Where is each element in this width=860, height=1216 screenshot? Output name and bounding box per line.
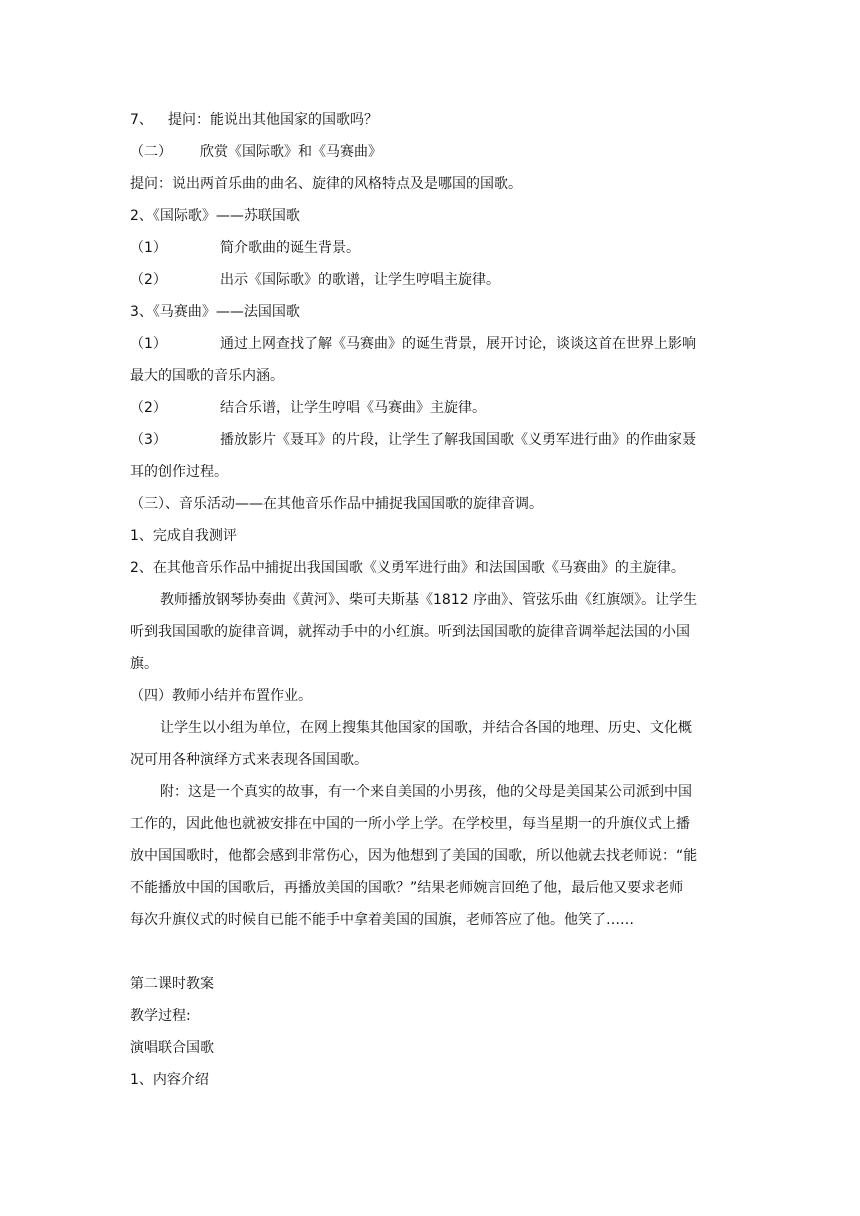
item-text: 通过上网查找了解《马赛曲》的诞生背景，展开讨论，谈谈这首在世界上影响	[220, 336, 696, 352]
list-item-continuation: 耳的创作过程。	[130, 464, 228, 480]
paragraph-line: 况可用各种演绎方式来表现各国国歌。	[130, 752, 368, 768]
item-text: 提问：能说出其他国家的国歌吗？	[168, 112, 378, 128]
item-number: （2）	[130, 272, 167, 288]
content-intro: 1、内容介绍	[130, 1072, 209, 1088]
section-3-heading: （三）、音乐活动——在其他音乐作品中捕捉我国国歌的旋律音调。	[130, 496, 543, 512]
song-title: 演唱联合国歌	[130, 1040, 214, 1056]
paragraph-line: 听到我国国歌的旋律音调，就挥动手中的小红旗。听到法国国歌的旋律音调举起法国的小国	[130, 624, 690, 640]
section-title: 欣赏《国际歌》和《马赛曲》	[200, 144, 382, 160]
activity-line: 2、在其他音乐作品中捕捉出我国国歌《义勇军进行曲》和法国国歌《马赛曲》的主旋律。	[130, 560, 685, 576]
story-line: 附：这是一个真实的故事，有一个来自美国的小男孩，他的父母是美国某公司派到中国	[160, 784, 692, 800]
process-heading: 教学过程:	[130, 1008, 191, 1024]
section-4-heading: （四）教师小结并布置作业。	[130, 688, 312, 704]
item-text: 播放影片《聂耳》的片段，让学生了解我国国歌《义勇军进行曲》的作曲家聂	[220, 432, 696, 448]
story-line: 每次升旗仪式的时候自已能不能手中拿着美国的国旗，老师答应了他。他笑了……	[130, 912, 634, 928]
subheading-marseillaise: 3、《马赛曲》——法国国歌	[130, 304, 300, 320]
item-text: 简介歌曲的诞生背景。	[220, 240, 360, 256]
section-number: （二）	[130, 144, 172, 160]
item-number: 7、	[130, 112, 153, 128]
paragraph-line: 让学生以小组为单位，在网上搜集其他国家的国歌，并结合各国的地理、历史、文化概	[160, 720, 692, 736]
story-line: 放中国国歌时，他都会感到非常伤心，因为他想到了美国的国歌，所以他就去找老师说：“能	[130, 848, 698, 864]
item-text: 结合乐谱，让学生哼唱《马赛曲》主旋律。	[220, 400, 486, 416]
question-line: 提问：说出两首乐曲的曲名、旋律的风格特点及是哪国的国歌。	[130, 176, 522, 192]
paragraph-line: 教师播放钢琴协奏曲《黄河》、柴可夫斯基《1812 序曲》、管弦乐曲《红旗颂》。让学生	[160, 592, 698, 608]
story-line: 不能播放中国的国歌后，再播放美国的国歌？”结果老师婉言回绝了他，最后他又要求老师	[130, 880, 684, 896]
lesson-2-title: 第二课时教案	[130, 976, 214, 992]
item-number: （3）	[130, 432, 167, 448]
list-item-continuation: 最大的国歌的音乐内涵。	[130, 368, 284, 384]
paragraph-line: 旗。	[130, 656, 158, 672]
subheading-internationale: 2、《国际歌》——苏联国歌	[130, 208, 300, 224]
item-number: （2）	[130, 400, 167, 416]
story-line: 工作的，因此他也就被安排在中国的一所小学上学。在学校里，每当星期一的升旗仪式上播	[130, 816, 690, 832]
activity-line: 1、完成自我测评	[130, 528, 237, 544]
item-text: 出示《国际歌》的歌谱，让学生哼唱主旋律。	[220, 272, 500, 288]
item-number: （1）	[130, 240, 167, 256]
item-number: （1）	[130, 336, 167, 352]
